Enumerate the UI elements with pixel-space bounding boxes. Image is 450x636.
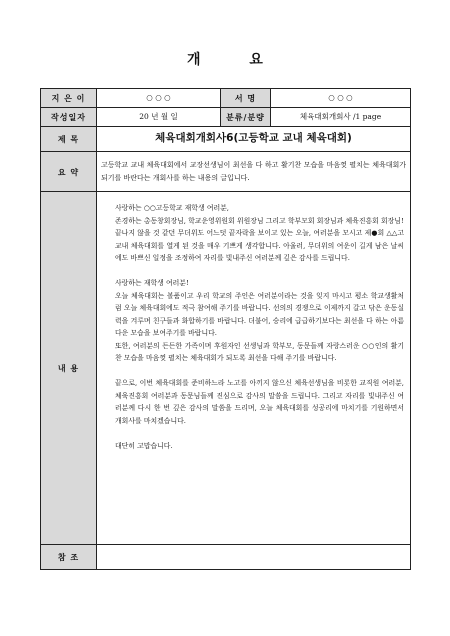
reference-value — [97, 545, 411, 570]
subject-label: 제 목 — [41, 127, 97, 152]
date-label: 작성일자 — [41, 108, 97, 127]
page-title: 개 요 — [187, 52, 285, 68]
content-label: 내 용 — [41, 192, 97, 545]
summary-label: 요 약 — [41, 152, 97, 192]
content-paragraph: 사랑하는 ○○고등학교 재학생 여러분, — [115, 204, 229, 212]
content-paragraph: 오늘 체육대회는 볼품이고 우리 학교의 주인은 여러분이라는 것을 잊지 마시고 평소 학교생활처럼 오늘 체육대회에도 적극 참여해 주기를 바랍니다. 선의의 경쟁으로 이제까지 갈고 닦은 운동실력을 겨루며 친구들과 화합하기를 바랍니다. 더불어, 승리에 급급하기보다는 최선을 다 하는 아름다운 모습을 보여주기를 바랍니다. — [115, 291, 404, 337]
date-value: 20 년 월 일 — [97, 108, 221, 127]
category-value: 체육대회개회사 /1 page — [271, 108, 411, 127]
author-value: ○ ○ ○ — [97, 89, 221, 108]
document-title: 체육대회개회사6(고등학교 교내 체육대회) — [97, 127, 411, 152]
paragraph-gap — [115, 265, 404, 278]
summary-text: 고등학교 교내 체육대회에서 교장선생님이 최선을 다 하고 활기찬 모습을 마음껏 펼치는 체육대회가 되기를 바란다는 개회사를 하는 내용의 글입니다. — [97, 152, 411, 192]
signature-value: ○ ○ ○ — [271, 89, 411, 108]
content-paragraph: 끝나지 않을 것 같던 무더위도 어느덧 끝자락을 보이고 있는 오늘, 여러분을 모시고 제●회 △△고 교내 체육대회를 열게 된 것을 매우 기쁘게 생각합니다. 아울러, 무더위의 여운이 길게 남은 날씨에도 바쁘신 일정을 조정하여 자리를 빛내주신 여러분께 깊은 감사를 드립니다. — [115, 229, 404, 262]
content-paragraph: 존경하는 총동창회장님, 학교운영위원회 위원장님 그리고 학부모회 회장님과 체육진흥회 회장님! — [115, 216, 404, 225]
reference-label: 참 조 — [41, 545, 97, 570]
content-paragraph: 또한, 여러분의 든든한 가족이며 후원자인 선생님과 학부모, 동문들께 자랑스러운 ○○인의 활기찬 모습을 마음껏 펼치는 체육대회가 되도록 최선을 다해 주기를 바랍니다. — [115, 341, 404, 362]
content-body — [97, 192, 411, 545]
content-paragraph: 사랑하는 재학생 여러분! — [115, 279, 189, 287]
signature-label: 서 명 — [221, 89, 271, 108]
content-paragraph: 대단히 고맙습니다. — [115, 441, 173, 450]
paragraph-gap — [115, 365, 404, 378]
content-paragraph: 끝으로, 이번 체육대회를 준비하느라 노고를 아끼지 않으신 체육선생님을 비롯한 교직원 여러분, 체육진흥회 여러분과 동문님들께 진심으로 감사의 말씀을 드립니다. 그리고 자리를 빛내주신 여러분께 다시 한 번 깊은 감사의 말씀을 드리며, 오늘 체육대회를 성공리에 마치기를 기원하면서 개회사를 마치겠습니다. — [115, 379, 404, 425]
paragraph-gap — [115, 427, 404, 440]
author-label: 지 은 이 — [41, 89, 97, 108]
document-summary-table — [40, 88, 411, 570]
category-label: 분류/분량 — [221, 108, 271, 127]
